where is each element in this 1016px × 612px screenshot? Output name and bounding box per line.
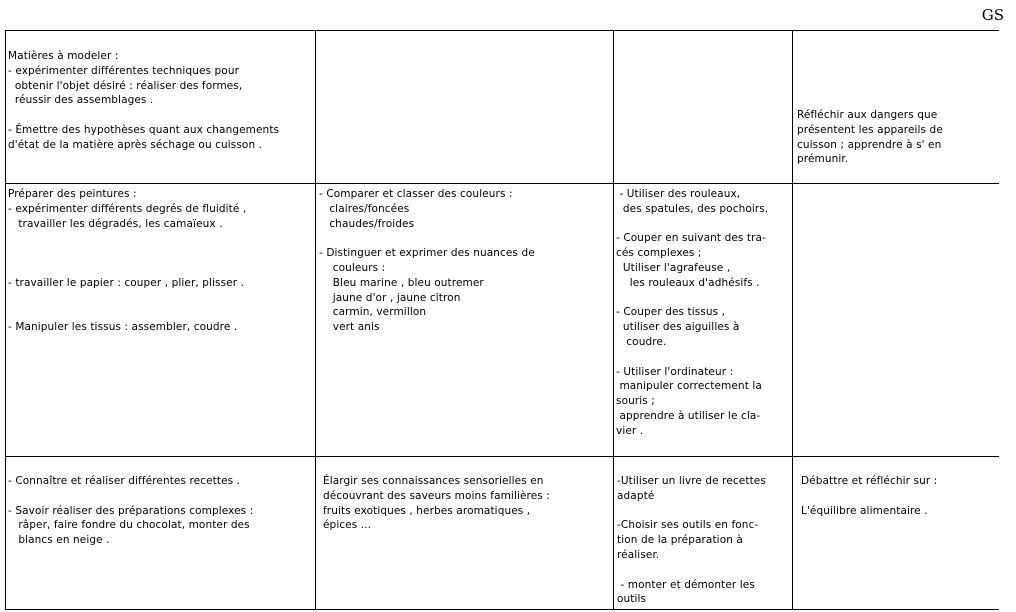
row3-col2-text: Élargir ses connaissances sensorielles en découvrant des saveurs moins familières : fruits exotiques , herbes aromatiques , épices ... [323,475,550,532]
class-level-label: GS [981,6,1004,24]
column-divider-1 [315,30,316,610]
row-divider-1 [5,183,999,184]
column-divider-3 [792,30,793,610]
row1-col4-text: Réfléchir aux dangers que présentent les appareils de cuisson ; apprendre à s' en prémunir. [797,109,943,166]
row3-col3-text: -Utiliser un livre de recettes adapté -Choisir ses outils en fonc- tion de la préparation à réaliser. - monter et démonter les outils [617,475,766,606]
row2-col2-text: - Comparer et classer des couleurs : claires/foncées chaudes/froides - Distinguer et exprimer des nuances de couleurs : Bleu marine , bleu outremer jaune d'or , jaune citron carmin, vermillon vert anis [319,188,535,334]
row1-col1-text: Matières à modeler : - expérimenter différentes techniques pour obtenir l'objet désiré : réaliser des formes, réussir des assemblages . - Émettre des hypothèses quant aux changements d'état de la matière après séchage ou cuisson . [8,50,280,151]
column-divider-2 [613,30,614,610]
row2-col1-text: Préparer des peintures : - expérimenter différents degrés de fluidité , travailler les dégradés, les camaïeux . - travailler le papier : couper , plier, plisser . - Manipuler les tissus : assembler, coudre . [8,188,247,334]
table-bottom-border [5,609,999,610]
row3-col1-text: - Connaître et réaliser différentes recettes . - Savoir réaliser des préparations complexes : râper, faire fondre du chocolat, monter des blancs en neige . [8,475,254,547]
table-top-border [5,30,999,31]
row2-col3-text: - Utiliser des rouleaux, des spatules, des pochoirs. - Couper en suivant des tra- cés complexes ; Utiliser l'agrafeuse , les rouleaux d'adhésifs . - Couper des tissus , utiliser des aiguilles à coudre. - Utiliser l'ordinateur : manipuler correctement la souris ; apprendre à utiliser le cla- vier . [616,188,769,437]
row3-col4-text: Débattre et réfléchir sur : L'équilibre alimentaire . [801,475,938,517]
table-left-border [5,30,6,610]
row-divider-2 [5,456,999,457]
